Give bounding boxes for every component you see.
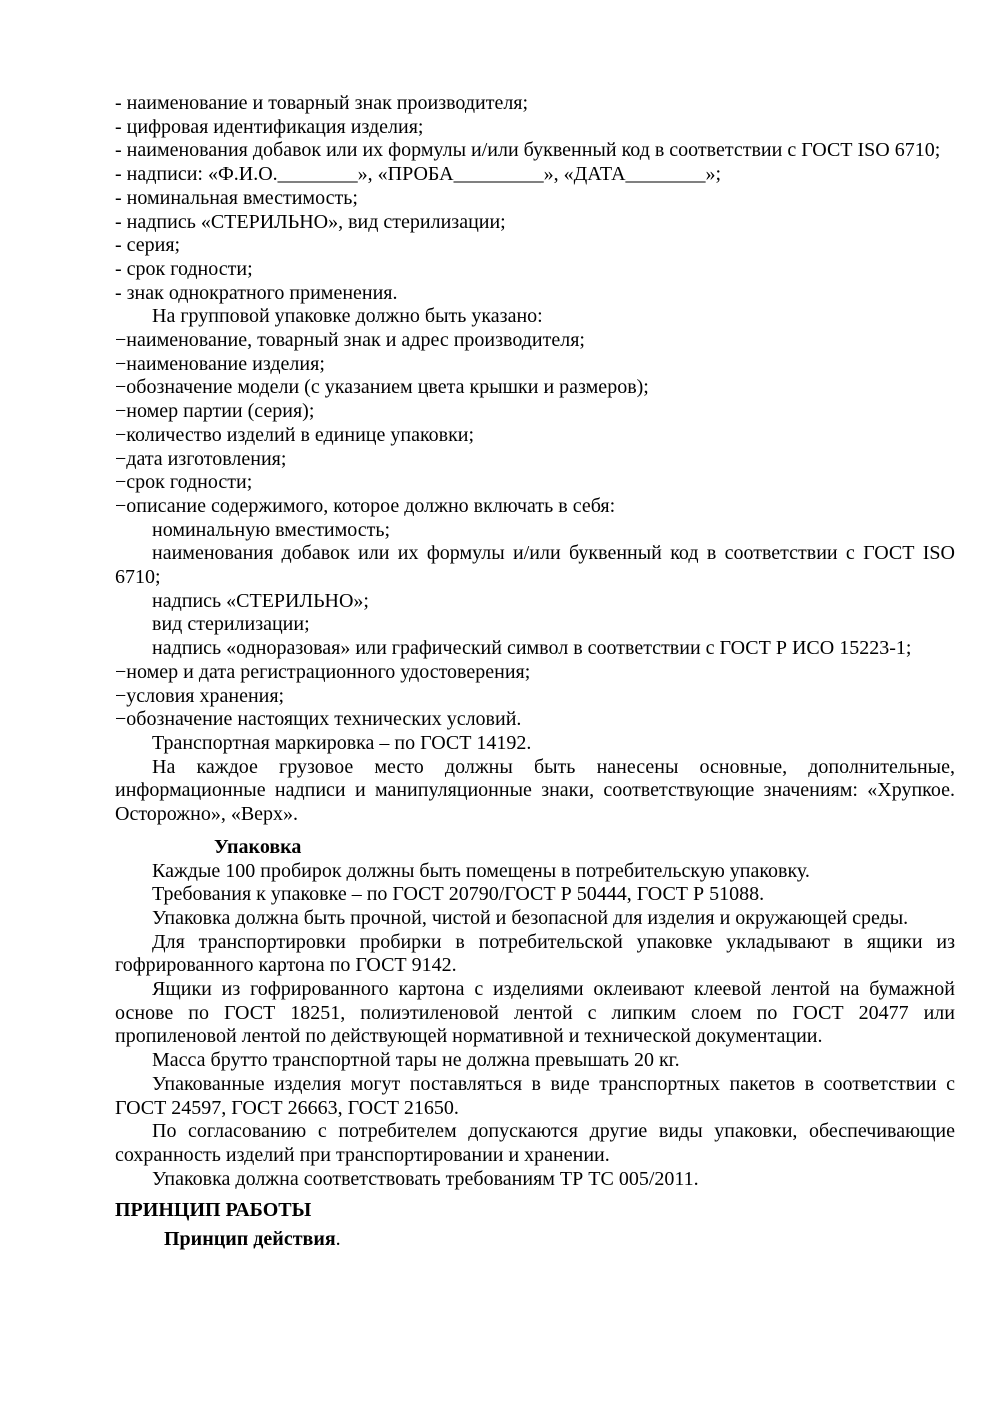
group-packaging-intro: На групповой упаковке должно быть указано: [152,305,543,328]
principle-subheading-period: . [335,1228,341,1251]
consumer-marking-item: - номинальная вместимость; [115,186,358,209]
consumer-marking-item: - надписи: «Ф.И.О.________», «ПРОБА_________», «ДАТА________»; [115,163,722,186]
group-marking-item: −номер и дата регистрационного удостоверения; [115,660,531,683]
contents-sub-item: надпись «одноразовая» или графический символ в соответствии с ГОСТ Р ИСО 15223-1; [152,637,912,660]
packaging-paragraph: Упаковка должна соответствовать требованиям ТР ТС 005/2011. [152,1167,699,1190]
consumer-marking-item: - цифровая идентификация изделия; [115,115,424,138]
consumer-marking-item: - серия; [115,234,181,257]
packaging-paragraph: Упаковка должна быть прочной, чистой и безопасной для изделия и окружающей среды. [152,906,909,929]
cargo-paragraph: На каждое грузовое место должны быть нанесены основные, дополнительные, информационные надписи и манипуляционные знаки, соответствующие значениям: «Хрупкое. Осторожно», «Верх». [115,755,955,826]
contents-sub-item: наименования добавок или их формулы и/или буквенный код в соответствии с ГОСТ ISO 6710; [115,542,955,589]
packaging-paragraph: Упакованные изделия могут поставляться в виде транспортных пакетов в соответствии с ГОСТ 24597, ГОСТ 26663, ГОСТ 21650. [115,1072,955,1119]
group-marking-item: −наименование изделия; [115,352,325,375]
group-marking-item: −обозначение настоящих технических условий. [115,708,522,731]
group-marking-item: −срок годности; [115,471,253,494]
group-marking-item: −условия хранения; [115,684,285,707]
consumer-marking-item: - надпись «СТЕРИЛЬНО», вид стерилизации; [115,210,506,233]
group-marking-item: −описание содержимого, которое должно включать в себя: [115,494,616,517]
group-marking-item: −наименование, товарный знак и адрес производителя; [115,329,585,352]
group-marking-item: −количество изделий в единице упаковки; [115,423,475,446]
packaging-paragraph: Ящики из гофрированного картона с изделиями оклеивают клеевой лентой на бумажной основе по ГОСТ 18251, полиэтиленовой лентой с липким слоем по ГОСТ 20477 или пропиленовой лентой по действующей нормативной и технической документации. [115,978,955,1048]
packaging-section-heading: Упаковка [214,835,302,858]
packaging-paragraph: Масса брутто транспортной тары не должна превышать 20 кг. [152,1049,680,1072]
packaging-paragraph: Требования к упаковке – по ГОСТ 20790/ГОСТ Р 50444, ГОСТ Р 51088. [152,883,765,906]
packaging-paragraph: По согласованию с потребителем допускаются другие виды упаковки, обеспечивающие сохранность изделий при транспортировании и хранении. [115,1120,955,1166]
document-page [115,92,955,1252]
contents-sub-item: вид стерилизации; [152,613,310,636]
consumer-marking-item: - знак однократного применения. [115,281,398,304]
packaging-paragraph: Каждые 100 пробирок должны быть помещены в потребительскую упаковку. [152,859,810,882]
group-marking-item: −дата изготовления; [115,447,287,470]
contents-sub-item: надпись «СТЕРИЛЬНО»; [152,589,369,612]
consumer-marking-item: - наименования добавок или их формулы и/или буквенный код в соответствии с ГОСТ ISO 6710; [115,139,941,162]
transport-marking-paragraph: Транспортная маркировка – по ГОСТ 14192. [152,731,532,754]
packaging-paragraph: Для транспортировки пробирки в потребительской упаковке укладывают в ящики из гофрированного картона по ГОСТ 9142. [115,930,955,977]
chapter-heading-principle: ПРИНЦИП РАБОТЫ [115,1199,312,1222]
group-marking-item: −номер партии (серия); [115,400,315,423]
consumer-marking-item: - срок годности; [115,257,253,280]
consumer-marking-item: - наименование и товарный знак производителя; [115,92,529,114]
principle-subheading-line [115,1228,955,1252]
contents-sub-item: номинальную вместимость; [152,518,391,541]
group-marking-item: −обозначение модели (с указанием цвета крышки и размеров); [115,376,649,399]
principle-subheading: Принцип действия [164,1228,336,1251]
